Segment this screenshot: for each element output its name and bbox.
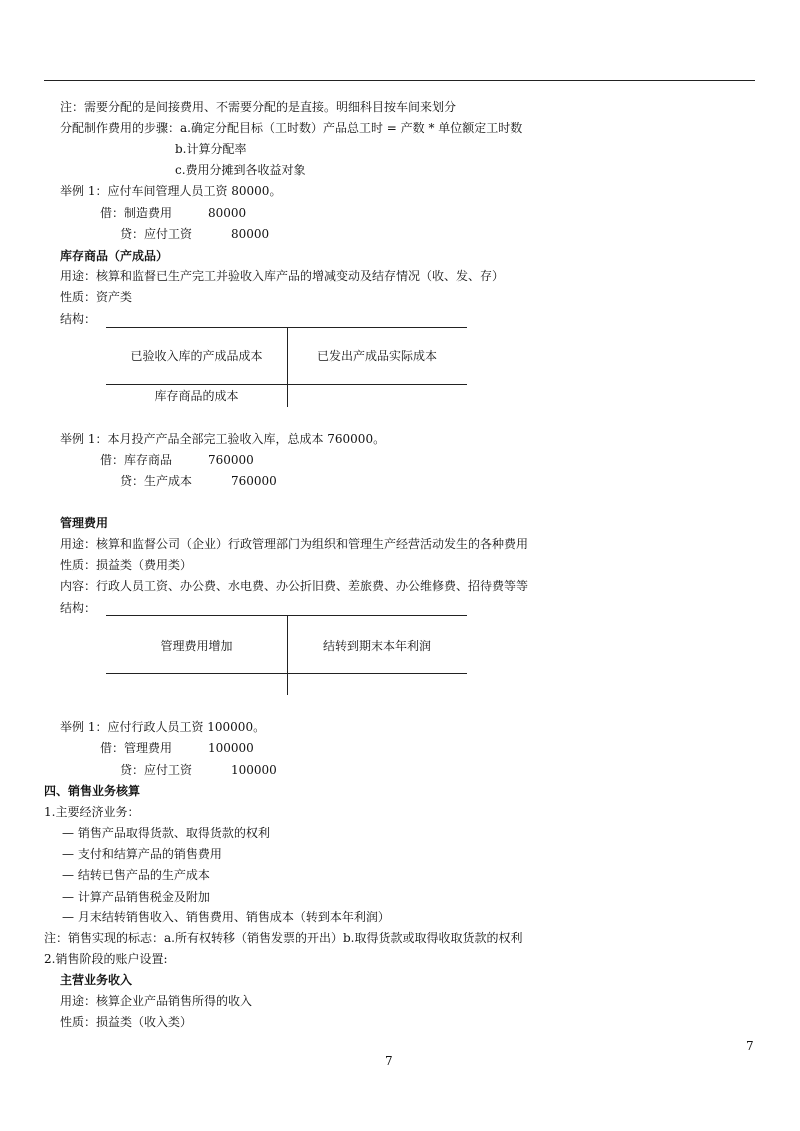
sales-bullet: — 计算产品销售税金及附加 (62, 890, 210, 904)
credit-prefix: 贷： (120, 474, 145, 488)
admin-nature: 性质：损益类（费用类） (60, 558, 193, 572)
credit-prefix: 贷： (120, 763, 145, 777)
sales-note: 注：销售实现的标志：a.所有权转移（销售发票的开出）b.取得货款或取得收取货款的权利 (44, 931, 523, 945)
allocation-step-b: b.计算分配率 (175, 142, 247, 156)
sales-bullet: — 月末结转销售收入、销售费用、销售成本（转到本年利润） (62, 910, 390, 924)
t-account-balance: 库存商品的成本 (154, 389, 239, 403)
inventory-nature: 性质：资产类 (60, 290, 133, 304)
debit-amount: 760000 (208, 453, 254, 467)
credit-account: 应付工资 (144, 763, 193, 777)
journal-debit-line (100, 740, 172, 756)
allocation-steps-line (60, 120, 522, 136)
credit-amount: 760000 (231, 474, 277, 488)
sales-heading: 四、销售业务核算 (44, 784, 141, 798)
journal-credit-line (120, 226, 192, 242)
debit-prefix: 借： (100, 453, 125, 467)
admin-purpose: 用途：核算和监督公司（企业）行政管理部门为组织和管理生产经营活动发生的各种费用 (60, 537, 529, 551)
credit-prefix: 贷： (120, 227, 145, 241)
credit-amount: 100000 (231, 763, 277, 777)
inventory-purpose: 用途：核算和监督已生产完工并验收入库产品的增减变动及结存情况（收、发、存） (60, 269, 505, 283)
t-account-divider (287, 327, 288, 407)
t-account-credit-side: 结转到期末本年利润 (322, 639, 431, 653)
inventory-example-title: 举例 1：本月投产产品全部完工验收入库，总成本 760000。 (60, 432, 386, 446)
inventory-structure-label: 结构： (60, 312, 97, 326)
debit-amount: 100000 (208, 741, 254, 755)
allocation-step-c: c.费用分摊到各收益对象 (175, 163, 306, 177)
journal-credit-line (120, 762, 192, 778)
t-account-credit-side: 已发出产成品实际成本 (316, 349, 437, 363)
allocation-note: 注：需要分配的是间接费用、不需要分配的是直接。明细科目按车间来划分 (60, 100, 457, 114)
allocation-steps-lead: 分配制作费用的步骤： (60, 121, 181, 135)
sales-bullet: — 销售产品取得货款、取得货款的权利 (62, 826, 270, 840)
debit-account: 管理费用 (124, 741, 173, 755)
admin-structure-label: 结构： (60, 601, 97, 615)
admin-heading: 管理费用 (60, 516, 109, 530)
header-rule (44, 80, 755, 81)
debit-account: 库存商品 (124, 453, 173, 467)
main-income-nature: 性质：损益类（收入类） (60, 1015, 193, 1029)
sales-item-2: 2.销售阶段的账户设置: (44, 952, 168, 966)
journal-credit-line (120, 473, 192, 489)
t-account-debit-side: 已验收入库的产成品成本 (130, 349, 263, 363)
journal-debit-line (100, 205, 172, 221)
main-income-heading: 主营业务收入 (60, 973, 133, 987)
sales-bullet: — 结转已售产品的生产成本 (62, 868, 210, 882)
allocation-step-a: a.确定分配目标（工时数）产品总工时 = 产数 * 单位额定工时数 (180, 121, 523, 135)
t-account-balance-rule (106, 673, 467, 674)
credit-account: 生产成本 (144, 474, 193, 488)
admin-example-title: 举例 1：应付行政人员工资 100000。 (60, 720, 266, 734)
credit-account: 应付工资 (144, 227, 193, 241)
main-income-purpose: 用途：核算企业产品销售所得的收入 (60, 994, 253, 1008)
credit-amount: 80000 (231, 227, 270, 241)
sales-item-1: 1.主要经济业务： (44, 805, 140, 819)
t-account-debit-side: 管理费用增加 (160, 639, 233, 653)
t-account-divider (287, 615, 288, 695)
page-number: 7 (746, 1039, 754, 1053)
journal-debit-line (100, 452, 172, 468)
footer-page-number: 7 (385, 1054, 393, 1068)
inventory-heading: 库存商品（产成品） (60, 249, 169, 263)
debit-amount: 80000 (208, 206, 247, 220)
example-wage-title: 举例 1：应付车间管理人员工资 80000。 (60, 184, 282, 198)
debit-prefix: 借： (100, 741, 125, 755)
debit-account: 制造费用 (124, 206, 173, 220)
admin-content: 内容：行政人员工资、办公费、水电费、办公折旧费、差旅费、办公维修费、招待费等等 (60, 579, 529, 593)
debit-prefix: 借： (100, 206, 125, 220)
t-account-balance-rule (106, 384, 467, 385)
sales-bullet: — 支付和结算产品的销售费用 (62, 847, 222, 861)
